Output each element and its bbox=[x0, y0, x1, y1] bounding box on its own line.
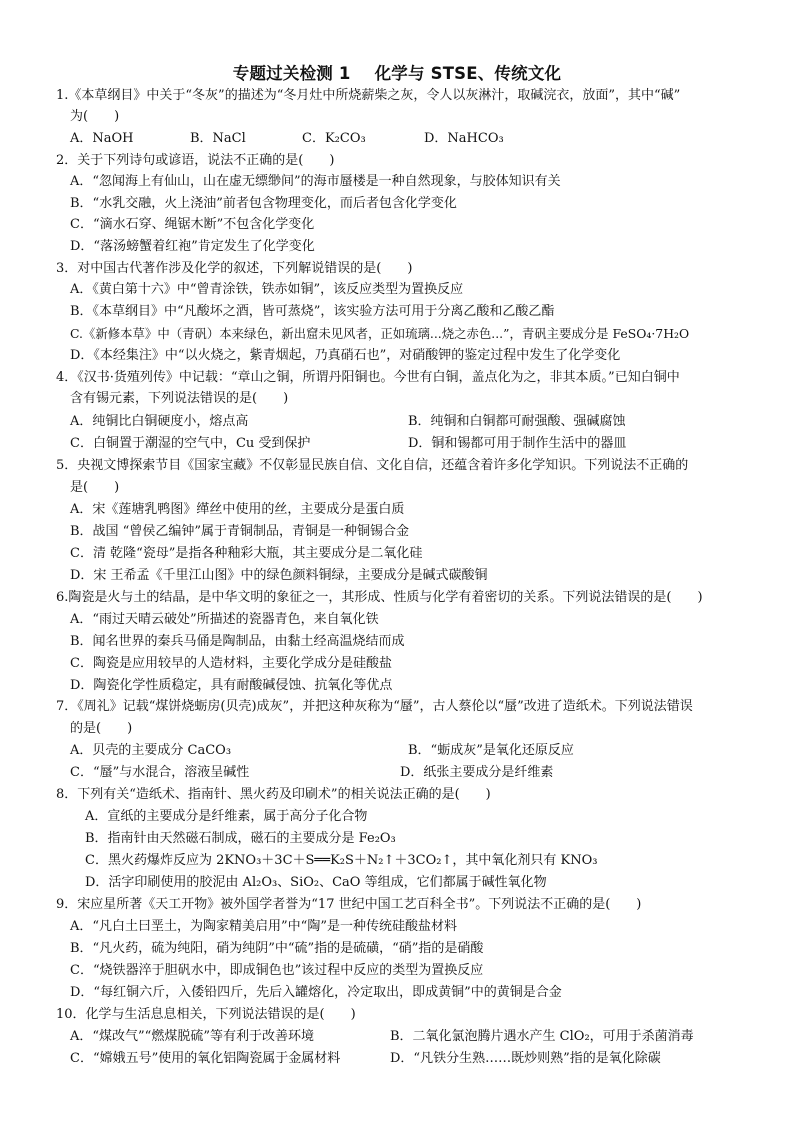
title-main: 专题过关检测 1 bbox=[232, 64, 351, 83]
q2-option-b: B．“水乳交融，火上浇油”前者包含物理变化，而后者包含化学变化 bbox=[70, 196, 457, 211]
q6-option-b: B．闻名世界的秦兵马俑是陶制品，由黏土经高温烧结而成 bbox=[70, 634, 405, 649]
q10-option-b: B．二氧化氯泡腾片遇水产生 ClO₂，可用于杀菌消毒 bbox=[390, 1029, 694, 1044]
q10-option-d: D．“凡铁分生熟……既炒则熟”指的是氧化除碳 bbox=[390, 1051, 661, 1066]
q7-option-d: D．纸张主要成分是纤维素 bbox=[400, 765, 554, 780]
q6-option-a: A．“雨过天晴云破处”所描述的瓷器青色，来自氧化铁 bbox=[70, 612, 379, 627]
q4-option-a: A．纯铜比白铜硬度小，熔点高 bbox=[70, 414, 249, 429]
q3-option-c: C.《新修本草》中（青矾）本来绿色，新出窟未见风者，正如琉璃...烧之赤色...”，青矾主要成分是 FeSO₄·7H₂O bbox=[70, 326, 690, 341]
q10-stem: 10．化学与生活息息相关，下列说法错误的是( ) bbox=[56, 1007, 356, 1022]
q2-option-a: A．“忽闻海上有仙山，山在虚无缥缈间”的海市蜃楼是一种自然现象，与胶体知识有关 bbox=[70, 174, 561, 189]
q3-option-b: B．《本草纲目》中“凡酸坏之酒，皆可蒸烧”，该实验方法可用于分离乙酸和乙酸乙酯 bbox=[70, 304, 555, 319]
q8-stem: 8．下列有关“造纸术、指南针、黑火药及印刷术”的相关说法正确的是( ) bbox=[56, 787, 491, 802]
q7-option-c: C．“蜃”与水混合，溶液呈碱性 bbox=[70, 765, 250, 780]
q9-option-c: C．“烧铁器淬于胆矾水中，即成铜色也”该过程中反应的类型为置换反应 bbox=[70, 963, 484, 978]
q10-option-a: A．“煤改气”“燃煤脱硫”等有利于改善环境 bbox=[70, 1029, 314, 1044]
q1-option-d: D．NaHCO₃ bbox=[424, 131, 504, 146]
q6-stem: 6.陶瓷是火与土的结晶，是中华文明的象征之一，其形成、性质与化学有着密切的关系。下列说法错误的是( ) bbox=[56, 590, 703, 605]
q10-option-c: C．“嫦娥五号”使用的氧化铝陶瓷属于金属材料 bbox=[70, 1051, 341, 1066]
q1-stem: 1.《本草纲目》中关于“冬灰”的描述为“冬月灶中所烧薪柴之灰，令人以灰淋汁，取碱浣衣，放面”，其中“碱” bbox=[56, 88, 681, 103]
q4-stem-cont: 含有锡元素，下列说法错误的是( ) bbox=[70, 391, 289, 406]
q5-stem-cont: 是( ) bbox=[70, 480, 120, 495]
title-sub: 化学与 STSE、传统文化 bbox=[374, 64, 562, 83]
q9-option-a: A．“凡白土曰垩土，为陶家精美启用”中“陶”是一种传统硅酸盐材料 bbox=[70, 919, 457, 934]
q7-option-a: A．贝壳的主要成分 CaCO₃ bbox=[70, 743, 232, 758]
q2-option-d: D．“落汤螃蟹着红袍”肯定发生了化学变化 bbox=[70, 239, 315, 254]
q3-option-d: D．《本经集注》中“以火烧之，紫青烟起，乃真硝石也”，对硝酸钾的鉴定过程中发生了化学变化 bbox=[70, 348, 621, 363]
q7-option-b: B．“蛎成灰”是氧化还原反应 bbox=[408, 743, 574, 758]
q8-option-d: D．活字印刷使用的胶泥由 Al₂O₃、SiO₂、CaO 等组成，它们都属于碱性氧化物 bbox=[85, 875, 547, 890]
page-title bbox=[0, 60, 794, 84]
q8-option-c: C．黑火药爆炸反应为 2KNO₃＋3C＋S══K₂S＋N₂↑＋3CO₂↑，其中氧化剂只有 KNO₃ bbox=[85, 853, 598, 868]
q1-option-c: C．K₂CO₃ bbox=[302, 131, 366, 146]
q4-option-d: D．铜和锡都可用于制作生活中的器皿 bbox=[408, 436, 627, 451]
q4-option-b: B．纯铜和白铜都可耐强酸、强碱腐蚀 bbox=[408, 414, 626, 429]
q3-stem: 3．对中国古代著作涉及化学的叙述，下列解说错误的是( ) bbox=[56, 261, 413, 276]
q9-option-b: B．“凡火药，硫为纯阳，硝为纯阴”中“硫”指的是硫磺，“硝”指的是硝酸 bbox=[70, 941, 484, 956]
q2-option-c: C．“滴水石穿、绳锯木断”不包含化学变化 bbox=[70, 217, 315, 232]
q7-stem: 7．《周礼》记载“煤饼烧蛎房(贝壳)成灰”，并把这种灰称为“蜃”，古人蔡伦以“蜃”改进了造纸术。下列说法错误 bbox=[56, 699, 693, 714]
q5-option-c: C．清 乾隆“瓷母”是指各种釉彩大瓶，其主要成分是二氧化硅 bbox=[70, 546, 423, 561]
q2-stem: 2．关于下列诗句或谚语，说法不正确的是( ) bbox=[56, 153, 335, 168]
q1-stem-cont: 为( ) bbox=[70, 109, 120, 124]
q8-option-b: B．指南针由天然磁石制成，磁石的主要成分是 Fe₂O₃ bbox=[85, 831, 396, 846]
q3-option-a: A．《黄白第十六》中“曾青涂铁，铁赤如铜”，该反应类型为置换反应 bbox=[70, 282, 464, 297]
q5-option-d: D．宋 王希孟《千里江山图》中的绿色颜料铜绿，主要成分是碱式碳酸铜 bbox=[70, 568, 488, 583]
q9-stem: 9．宋应星所著《天工开物》被外国学者誉为“17 世纪中国工艺百科全书”。下列说法不正确的是( ) bbox=[56, 897, 642, 912]
q9-option-d: D．“每红铜六斤，入倭铅四斤，先后入罐熔化，冷定取出，即成黄铜”中的黄铜是合金 bbox=[70, 985, 562, 1000]
q1-option-a: A．NaOH bbox=[70, 131, 134, 146]
q7-stem-cont: 的是( ) bbox=[70, 721, 133, 736]
q6-option-d: D．陶瓷化学性质稳定，具有耐酸碱侵蚀、抗氧化等优点 bbox=[70, 678, 393, 693]
q1-option-b: B．NaCl bbox=[190, 131, 246, 146]
q4-stem: 4．《汉书·货殖列传》中记载：“章山之铜，所谓丹阳铜也。今世有白铜，盖点化为之，非其本质。”已知白铜中 bbox=[56, 370, 680, 385]
q4-option-c: C．白铜置于潮湿的空气中，Cu 受到保护 bbox=[70, 436, 311, 451]
q6-option-c: C．陶瓷是应用较早的人造材料，主要化学成分是硅酸盐 bbox=[70, 656, 392, 671]
q8-option-a: A．宣纸的主要成分是纤维素，属于高分子化合物 bbox=[85, 809, 368, 824]
q5-option-a: A．宋《莲塘乳鸭图》缂丝中使用的丝，主要成分是蛋白质 bbox=[70, 502, 405, 517]
q5-stem: 5．央视文博探索节目《国家宝藏》不仅彰显民族自信、文化自信，还蕴含着许多化学知识。下列说法不正确的 bbox=[56, 458, 689, 473]
q5-option-b: B．战国 “曾侯乙编钟”属于青铜制品，青铜是一种铜锡合金 bbox=[70, 524, 409, 539]
